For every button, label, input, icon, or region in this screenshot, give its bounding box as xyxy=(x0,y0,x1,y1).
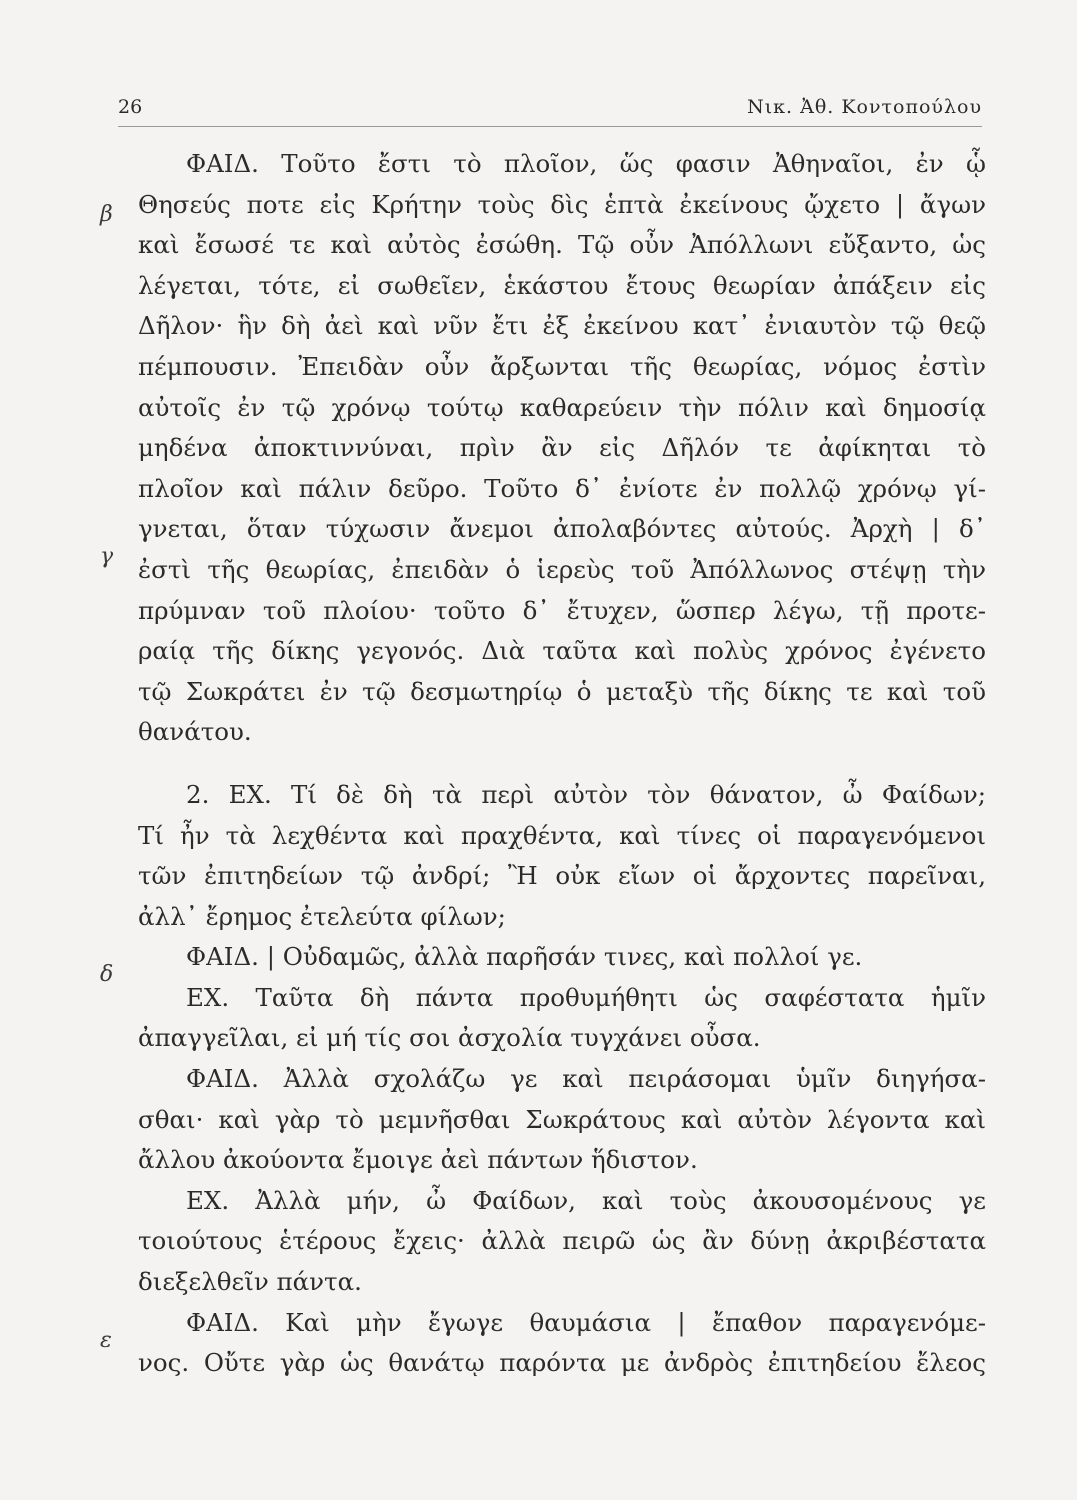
paragraph xyxy=(138,775,986,937)
margin-marker-beta: β xyxy=(100,202,113,227)
running-head-author: Νικ. Ἀθ. Κοντοπούλου xyxy=(747,96,982,118)
text-line: πλοῖον καὶ πάλιν δεῦρο. Τοῦτο δ᾽ ἐνίοτε ἐν πολλῷ χρόνῳ γί- xyxy=(138,473,986,503)
text-line: διεξελθεῖν πάντα. xyxy=(138,1267,362,1297)
text-line: ἄλλου ἀκούοντα ἔμοιγε ἀεὶ πάντων ἥδιστον. xyxy=(138,1145,698,1175)
text-line: μηδένα ἀποκτιννύναι, πρὶν ἂν εἰς Δῆλόν τε ἀφίκηται τὸ xyxy=(138,433,986,463)
paragraph xyxy=(138,1303,986,1384)
text-line: ἀλλ᾽ ἔρημος ἐτελεύτα φίλων; xyxy=(138,901,506,931)
text-line: καὶ ἔσωσέ τε καὶ αὐτὸς ἐσώθη. Τῷ οὖν Ἀπόλλωνι εὔξαντο, ὡς xyxy=(138,230,986,260)
page-number: 26 xyxy=(118,96,143,118)
text-line: πέμπουσιν. Ἐπειδὰν οὖν ἄρξωνται τῆς θεωρίας, νόμος ἐστὶν xyxy=(138,351,986,381)
paragraph xyxy=(138,144,986,753)
text-line: 2. ΕΧ. Τί δὲ δὴ τὰ περὶ αὐτὸν τὸν θάνατον, ὦ Φαίδων; xyxy=(186,779,986,809)
text-line: νος. Οὔτε γὰρ ὡς θανάτῳ παρόντα με ἀνδρὸς ἐπιτηδείου ἔλεος xyxy=(138,1348,986,1378)
text-line: τοιούτους ἑτέρους ἔχεις· ἀλλὰ πειρῶ ὡς ἂν δύνῃ ἀκριβέστατα xyxy=(138,1226,986,1256)
text-line: Θησεύς ποτε εἰς Κρήτην τοὺς δὶς ἑπτὰ ἐκείνους ᾤχετο | ἄγων xyxy=(138,189,986,219)
text-line: ἐστὶ τῆς θεωρίας, ἐπειδὰν ὁ ἱερεὺς τοῦ Ἀπόλλωνος στέψῃ τὴν xyxy=(138,554,986,584)
text-line: σθαι· καὶ γὰρ τὸ μεμνῆσθαι Σωκράτους καὶ αὐτὸν λέγοντα καὶ xyxy=(138,1104,986,1134)
header-rule xyxy=(118,126,982,127)
margin-marker-delta: δ xyxy=(100,962,114,987)
text-line: λέγεται, τότε, εἰ σωθεῖεν, ἑκάστου ἔτους θεωρίαν ἀπάξειν εἰς xyxy=(138,270,986,300)
margin-marker-epsilon: ε xyxy=(100,1328,112,1353)
text-line: ΦΑΙΔ. | Οὐδαμῶς, ἀλλὰ παρῆσάν τινες, καὶ πολλοί γε. xyxy=(186,942,863,972)
text-line: ΕΧ. Ταῦτα δὴ πάντα προθυμήθητι ὡς σαφέστατα ἡμῖν xyxy=(186,982,986,1012)
text-line: γνεται, ὅταν τύχωσιν ἄνεμοι ἀπολαβόντες αὐτούς. Ἀρχὴ | δ᾽ xyxy=(138,514,986,544)
text-line: ΦΑΙΔ. Τοῦτο ἔστι τὸ πλοῖον, ὥς φασιν Ἀθηναῖοι, ἐν ᾧ xyxy=(186,149,986,178)
text-line: πρύμναν τοῦ πλοίου· τοῦτο δ᾽ ἔτυχεν, ὥσπερ λέγω, τῇ προτε- xyxy=(138,595,986,625)
text-line: τῷ Σωκράτει ἐν τῷ δεσμωτηρίῳ ὁ μεταξὺ τῆς δίκης τε καὶ τοῦ xyxy=(138,676,986,706)
text-line: θανάτου. xyxy=(138,717,252,747)
text-line: Δῆλον· ἣν δὴ ἀεὶ καὶ νῦν ἔτι ἐξ ἐκείνου κατ᾽ ἐνιαυτὸν τῷ θεῷ xyxy=(138,311,986,341)
text-line: ΕΧ. Ἀλλὰ μήν, ὦ Φαίδων, καὶ τοὺς ἀκουσομένους γε xyxy=(186,1185,986,1215)
margin-marker-gamma: γ xyxy=(100,544,114,569)
section-gap xyxy=(138,753,986,775)
main-text xyxy=(138,144,986,1384)
paragraph xyxy=(138,978,986,1059)
text-line: ΦΑΙΔ. Καὶ μὴν ἔγωγε θαυμάσια | ἔπαθον παραγενόμε- xyxy=(186,1307,986,1337)
paragraph xyxy=(138,937,986,978)
text-line: ραίᾳ τῆς δίκης γεγονός. Διὰ ταῦτα καὶ πολὺς χρόνος ἐγένετο xyxy=(138,636,986,666)
paragraph xyxy=(138,1181,986,1303)
text-line: ἀπαγγεῖλαι, εἰ μή τίς σοι ἀσχολία τυγχάνει οὖσα. xyxy=(138,1023,761,1053)
text-line: αὐτοῖς ἐν τῷ χρόνῳ τούτῳ καθαρεύειν τὴν πόλιν καὶ δημοσίᾳ xyxy=(138,392,986,422)
text-line: ΦΑΙΔ. Ἀλλὰ σχολάζω γε καὶ πειράσομαι ὑμῖν διηγήσα- xyxy=(186,1064,986,1094)
text-line: τῶν ἐπιτηδείων τῷ ἀνδρί; Ἢ οὐκ εἴων οἱ ἄρχοντες παρεῖναι, xyxy=(138,861,986,891)
text-line: Τί ἦν τὰ λεχθέντα καὶ πραχθέντα, καὶ τίνες οἱ παραγενόμενοι xyxy=(138,820,986,850)
running-head xyxy=(118,96,982,124)
paragraph xyxy=(138,1059,986,1181)
